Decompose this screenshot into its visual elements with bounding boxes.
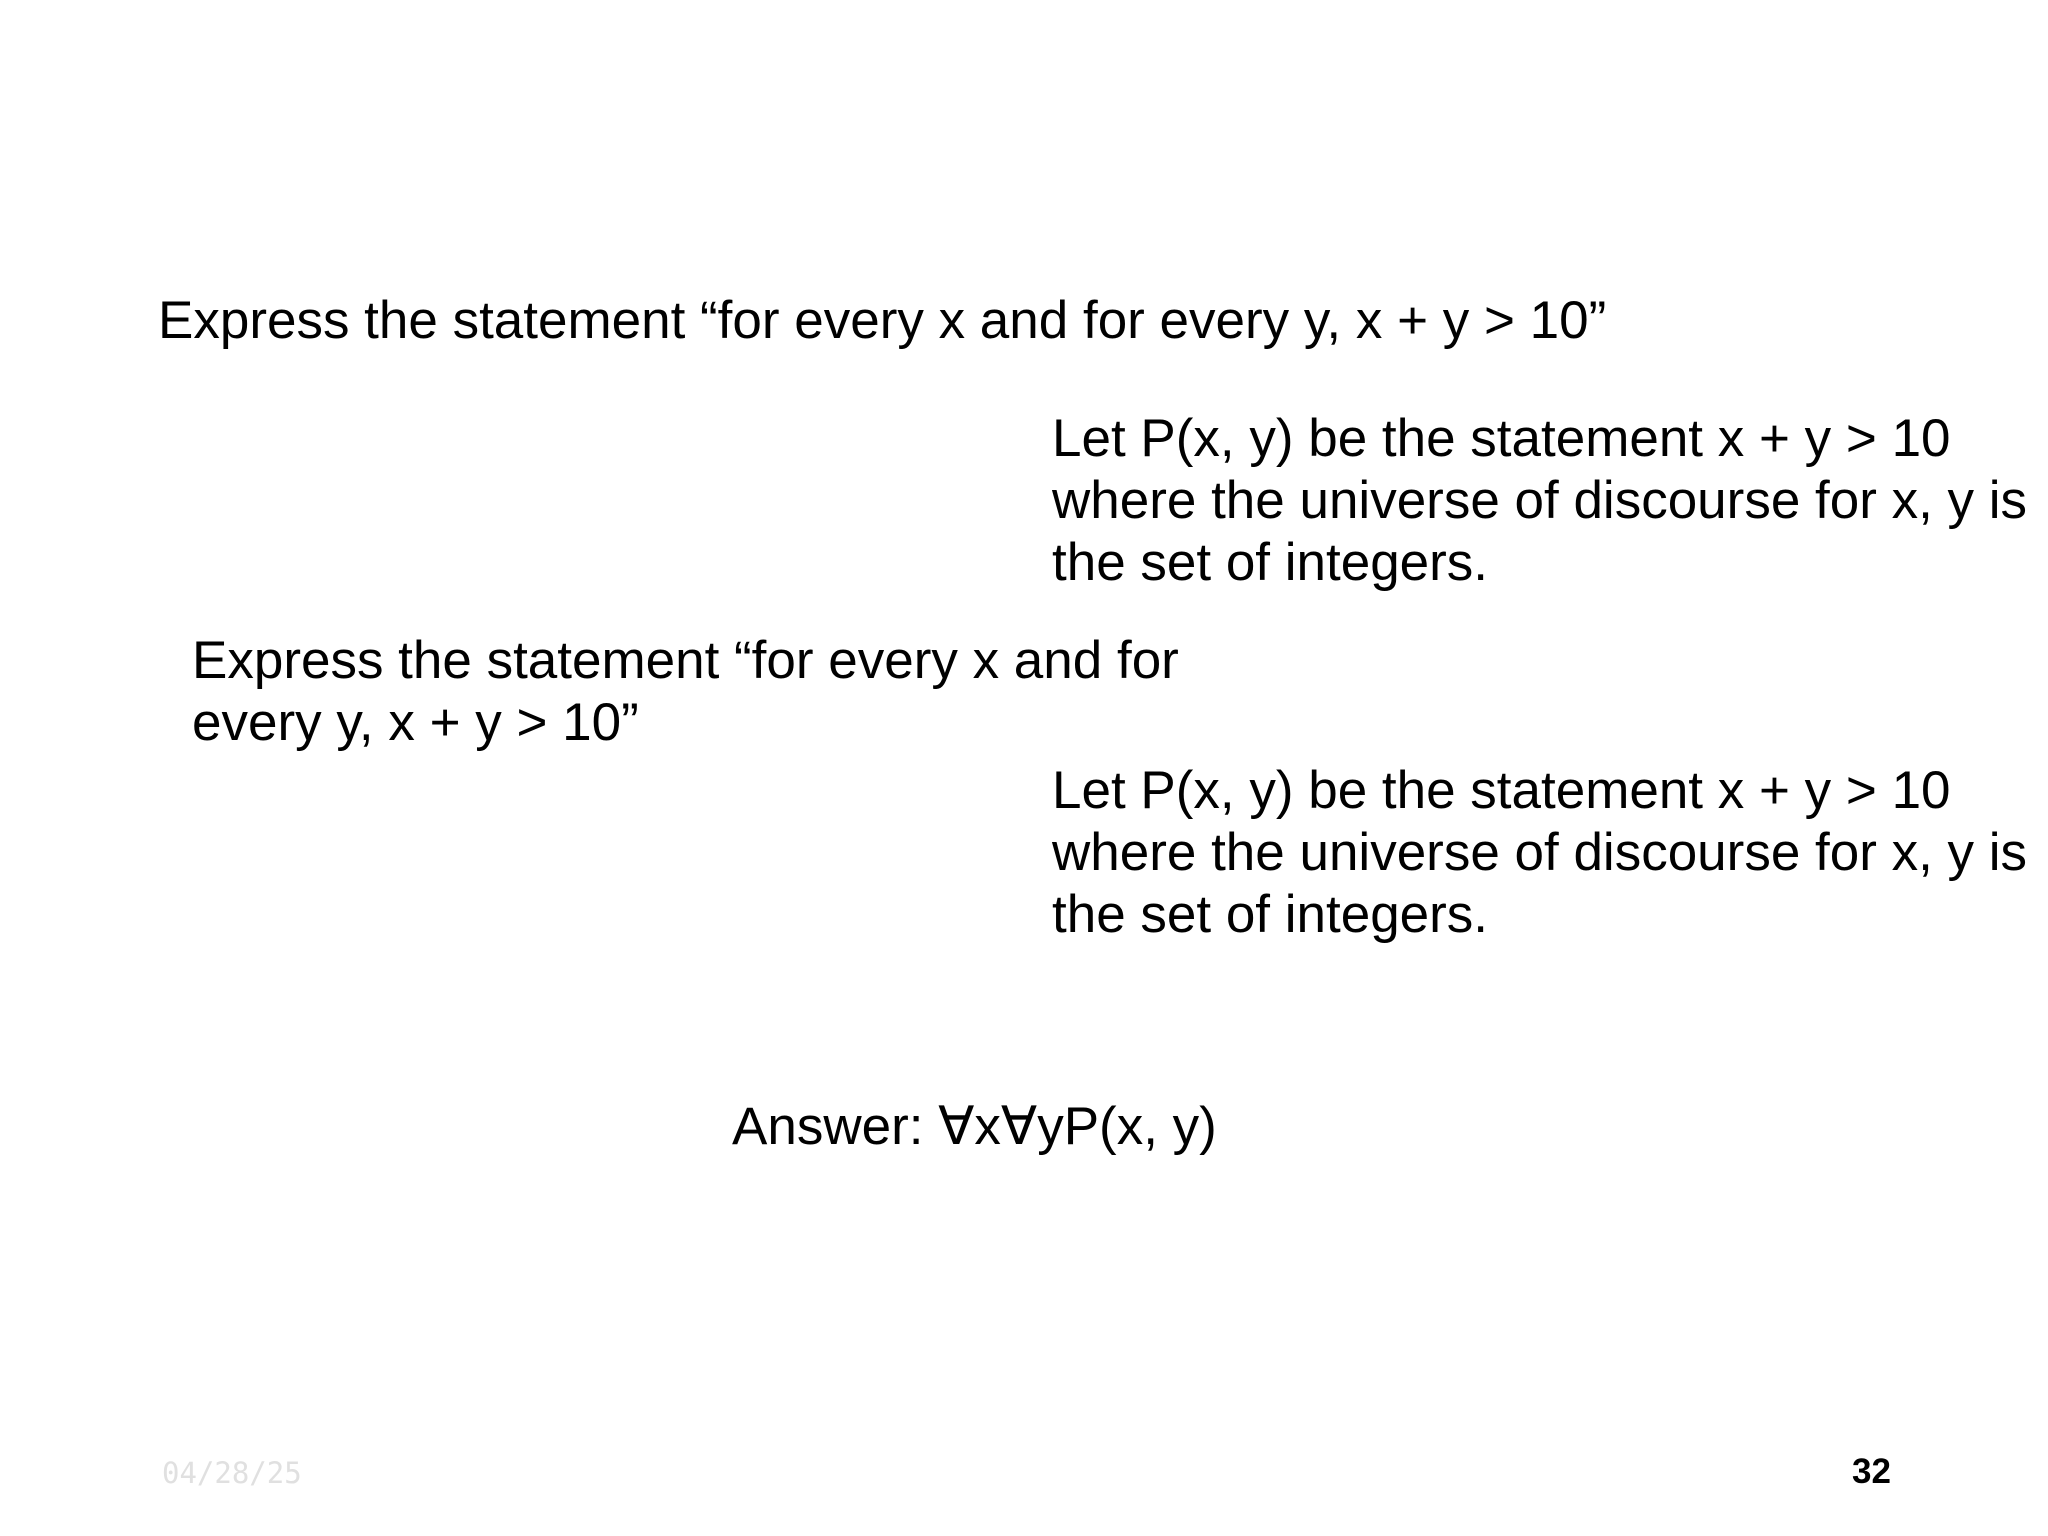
definition-mid-line-1: Let P(x, y) be the statement x + y > 10: [1052, 761, 1951, 820]
statement-prompt-mid-line-2: every y, x + y > 10”: [192, 693, 639, 752]
definition-top-line-2: where the universe of discourse for x, y is: [1052, 471, 2028, 530]
answer-text: Answer: ∀x∀yP(x, y): [732, 1097, 1217, 1156]
statement-prompt-mid: [192, 630, 1179, 754]
definition-block-mid: [1052, 760, 2027, 946]
footer-date: 04/28/25: [162, 1456, 302, 1490]
definition-top-line-3: the set of integers.: [1052, 533, 1489, 592]
page-number: 32: [1852, 1452, 1891, 1491]
definition-mid-line-2: where the universe of discourse for x, y is: [1052, 823, 2028, 882]
definition-block-top: [1052, 408, 2027, 594]
definition-top-line-1: Let P(x, y) be the statement x + y > 10: [1052, 409, 1951, 468]
statement-prompt-mid-line-1: Express the statement “for every x and for: [192, 631, 1179, 690]
definition-mid-line-3: the set of integers.: [1052, 885, 1489, 944]
statement-prompt-top: Express the statement “for every x and for every y, x + y > 10”: [158, 291, 1607, 350]
